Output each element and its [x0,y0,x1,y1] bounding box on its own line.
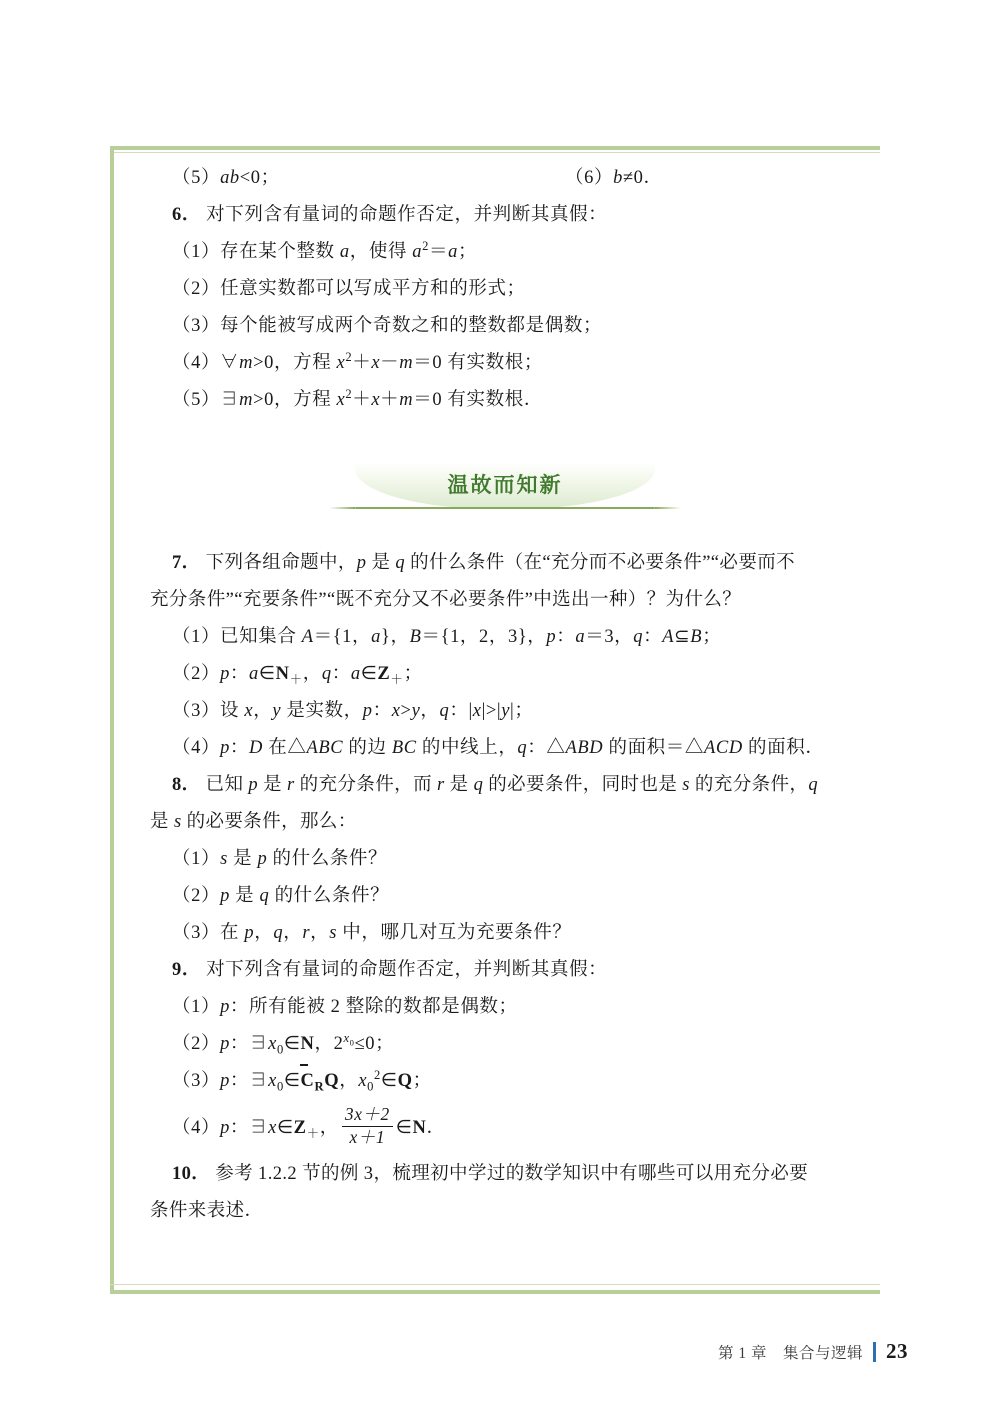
exercise-6-item-2: （2）任意实数都可以写成平方和的形式； [172,279,526,299]
exercise-9-heading: 9． 对下列含有量词的命题作否定，并判断其真假： [172,960,608,980]
exercise-9-item-4: （4）p：$\exists x\in Z_+$， $\frac{3x+2}{x+1}$ ∈N． [172,1105,446,1148]
ornament-rule [355,507,655,509]
page-border-top [110,146,880,150]
section-ornament [150,445,860,531]
page-border-top-inner [110,152,880,153]
section-title: 温故而知新 [447,473,563,497]
exercise-6-heading: 6． 对下列含有量词的命题作否定，并判断其真假： [172,205,608,225]
exercise-7-heading: 7． 下列各组命题中，p 是 q 的什么条件（在“充分而不必要条件”“必要而不 充分条件”“充要条件”“既不充分又不必要条件”中选出一种）？为什么？ [150,553,796,610]
page-border-left [110,146,114,1294]
page-number: 23 [886,1339,908,1363]
exercise-6-item-3: （3）每个能被写成两个奇数之和的整数都是偶数； [172,316,603,336]
fraction: $\frac{3x+2}{x+1}$ [342,1105,393,1148]
exercise-6-item-1: （1）存在某个整数 a，使得 $a^2=a$； [172,238,478,262]
exercise-7-item-4: （4）p：D 在△ABC 的边 BC 的中线上，q：△ABD 的面积＝△ACD 的面积． [172,738,825,758]
page-footer [718,1339,908,1364]
exercise-10-heading: 10． 参考 1.2.2 节的例 3，梳理初中学过的数学知识中有哪些可以用充分必要 条件来表述． [150,1164,809,1221]
page-content [150,160,860,1230]
exercise-8-item-1: （1）s 是 p 的什么条件？ [172,849,388,869]
exercise-6-item-5: （5）∃m>0，方程 $x^2+x+m=0$ 有实数根． [172,386,543,410]
exercise-item-6: （6）b≠0． [565,168,663,188]
exercise-item-5: （5）ab<0； [172,168,280,188]
exercise-7-item-1: （1）已知集合 A＝{1，a}，B＝{1，2，3}，p：a＝3，q：A⊆B； [172,627,722,647]
page-border-bottom-inner [110,1284,880,1285]
footer-chapter-label: 第 1 章 集合与逻辑 [717,1344,863,1362]
exercise-9-item-3: （3）p：$\exists x_0\in$ $C_RQ$，$x_0^2\in Q$； [150,1063,860,1100]
exercise-9-item-1: （1）p：所有能被 2 整除的数都是偶数； [172,997,518,1017]
exercise-7-item-2: （2）p：$a\in N_+$，q：$a\in Z_+$； [172,664,423,687]
exercise-8-item-2: （2）p 是 q 的什么条件？ [172,886,390,906]
footer-divider [873,1342,876,1362]
exercise-6-item-4: （4）∀m>0，方程 $x^2+x-m=0$ 有实数根； [172,349,543,373]
exercise-8-heading: 8． 已知 p 是 r 的充分条件，而 r 是 q 的必要条件，同时也是 s 的充分条件，q 是 s 的必要条件，那么： [150,775,818,832]
page-border-bottom [110,1290,880,1294]
exercise-7-item-3: （3）设 x，y 是实数，p：x>y，q：|x|>|y|； [172,701,534,721]
exercise-5-6-row [150,160,860,197]
exercise-8-item-3: （3）在 p，q，r，s 中，哪几对互为充要条件？ [172,923,572,943]
exercise-9-item-2: （2）p：$\exists x_0\in N$，$2^{x_0}\le 0$； [172,1030,395,1057]
